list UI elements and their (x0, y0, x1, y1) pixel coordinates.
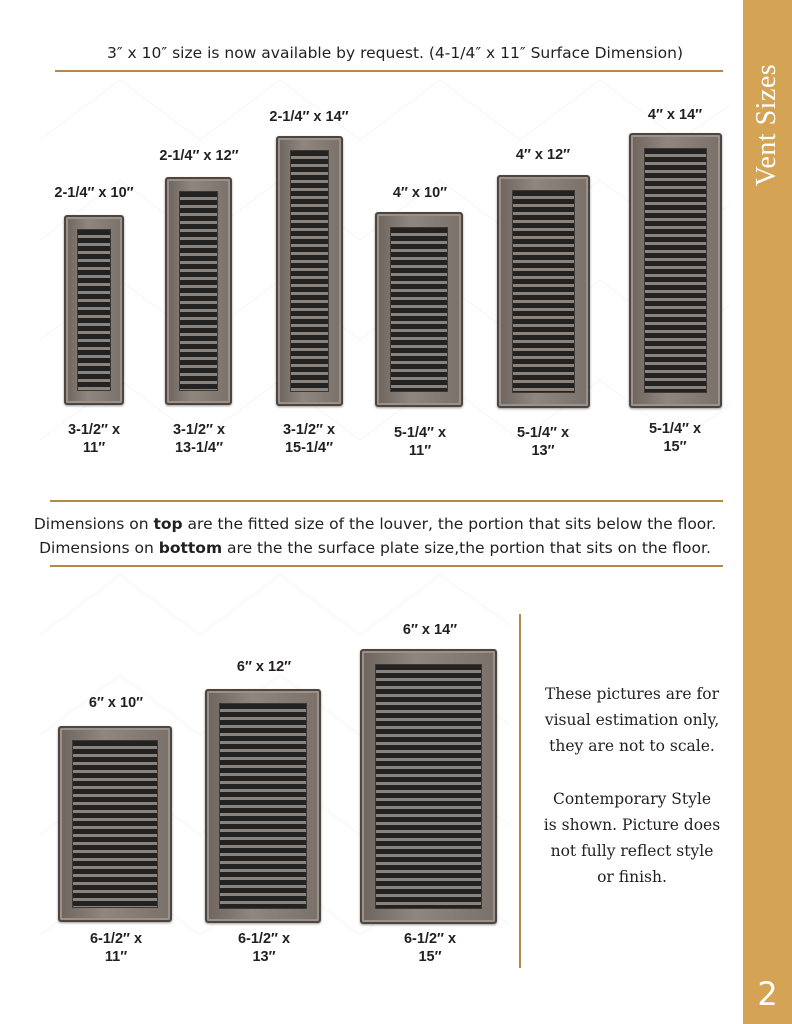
vent-fitted-size: 2-1/4″ x 14″ (269, 109, 349, 125)
top-divider (55, 70, 723, 72)
vent-louver (219, 703, 307, 909)
dimension-explanation (20, 512, 730, 560)
middle-divider-bottom (50, 565, 723, 567)
vent-image (629, 133, 722, 408)
disclaimer-line: is shown. Picture does (543, 816, 721, 834)
vent-louver (72, 740, 158, 908)
sidebar-title: Vent Sizes (751, 63, 783, 187)
vent-fitted-size: 2-1/4″ x 12″ (159, 148, 239, 164)
vent-surface-size-line2: 13-1/4″ (174, 440, 224, 456)
disclaimer-line: they are not to scale. (549, 737, 715, 755)
vent-surface-size: 3-1/2″ x (67, 422, 121, 438)
vent-surface-size-line2: 13″ (252, 949, 276, 965)
vent-fitted-size: 6″ x 10″ (88, 695, 144, 711)
vent-surface-size-line2: 15″ (418, 949, 442, 965)
vent-surface-size-line2: 15-1/4″ (284, 440, 334, 456)
explanation-text: are the the surface plate size,the portion that sits on the floor. (222, 539, 711, 557)
disclaimer-line: visual estimation only, (544, 711, 720, 729)
sidebar-title-wrap (743, 40, 792, 210)
vent-surface-size-line2: 15″ (663, 439, 687, 455)
explanation-line-1 (20, 512, 730, 536)
vent-louver (77, 229, 111, 391)
vent-fitted-size: 4″ x 12″ (515, 147, 571, 163)
explanation-emphasis: top (153, 515, 183, 533)
explanation-text: Dimensions on (39, 539, 159, 557)
vent-surface-size: 3-1/2″ x (172, 422, 226, 438)
vent-fitted-size: 4″ x 14″ (647, 107, 703, 123)
vent-surface-size: 3-1/2″ x (282, 422, 336, 438)
vent-surface-size-line2: 11″ (408, 443, 432, 459)
disclaimer-line: or finish. (597, 868, 667, 886)
vent-fitted-size: 6″ x 14″ (402, 622, 458, 638)
vent-louver (375, 664, 482, 909)
vent-surface-size: 5-1/4″ x (516, 425, 570, 441)
vertical-divider (519, 614, 521, 968)
vent-louver (644, 148, 707, 393)
disclaimer-line: Contemporary Style (552, 790, 711, 808)
vent-fitted-size: 6″ x 12″ (236, 659, 292, 675)
vent-surface-size: 6-1/2″ x (89, 931, 143, 947)
scale-disclaimer (527, 681, 737, 759)
vent-surface-size: 5-1/4″ x (648, 421, 702, 437)
vent-fitted-size: 2-1/4″ x 10″ (54, 185, 134, 201)
vent-image (165, 177, 232, 405)
vent-louver (290, 150, 329, 392)
vent-surface-size: 5-1/4″ x (393, 425, 447, 441)
explanation-emphasis: bottom (158, 539, 223, 557)
middle-divider-top (50, 500, 723, 502)
vent-fitted-size: 4″ x 10″ (392, 185, 448, 201)
vent-image (375, 212, 463, 407)
vent-image (58, 726, 172, 922)
explanation-text: are the fitted size of the louver, the portion that sits below the floor. (182, 515, 717, 533)
vent-louver (390, 227, 448, 392)
disclaimer-line: not fully reflect style (550, 842, 714, 860)
page-number: 2 (757, 975, 778, 1013)
vent-louver (179, 191, 218, 391)
vent-surface-size: 6-1/2″ x (403, 931, 457, 947)
vent-image (205, 689, 321, 923)
vent-image (64, 215, 124, 405)
vent-louver (512, 190, 575, 393)
vent-image (276, 136, 343, 406)
availability-note: 3″ x 10″ size is now available by request. (4-1/4″ x 11″ Surface Dimension) (106, 44, 684, 62)
vent-surface-size-line2: 11″ (82, 440, 106, 456)
style-disclaimer (527, 786, 737, 890)
disclaimer-line: These pictures are for (544, 685, 719, 703)
vent-surface-size: 6-1/2″ x (237, 931, 291, 947)
vent-surface-size-line2: 11″ (104, 949, 128, 965)
explanation-line-2 (20, 536, 730, 560)
vent-image (360, 649, 497, 924)
vent-surface-size-line2: 13″ (531, 443, 555, 459)
explanation-text: Dimensions on (33, 515, 154, 533)
vent-image (497, 175, 590, 408)
